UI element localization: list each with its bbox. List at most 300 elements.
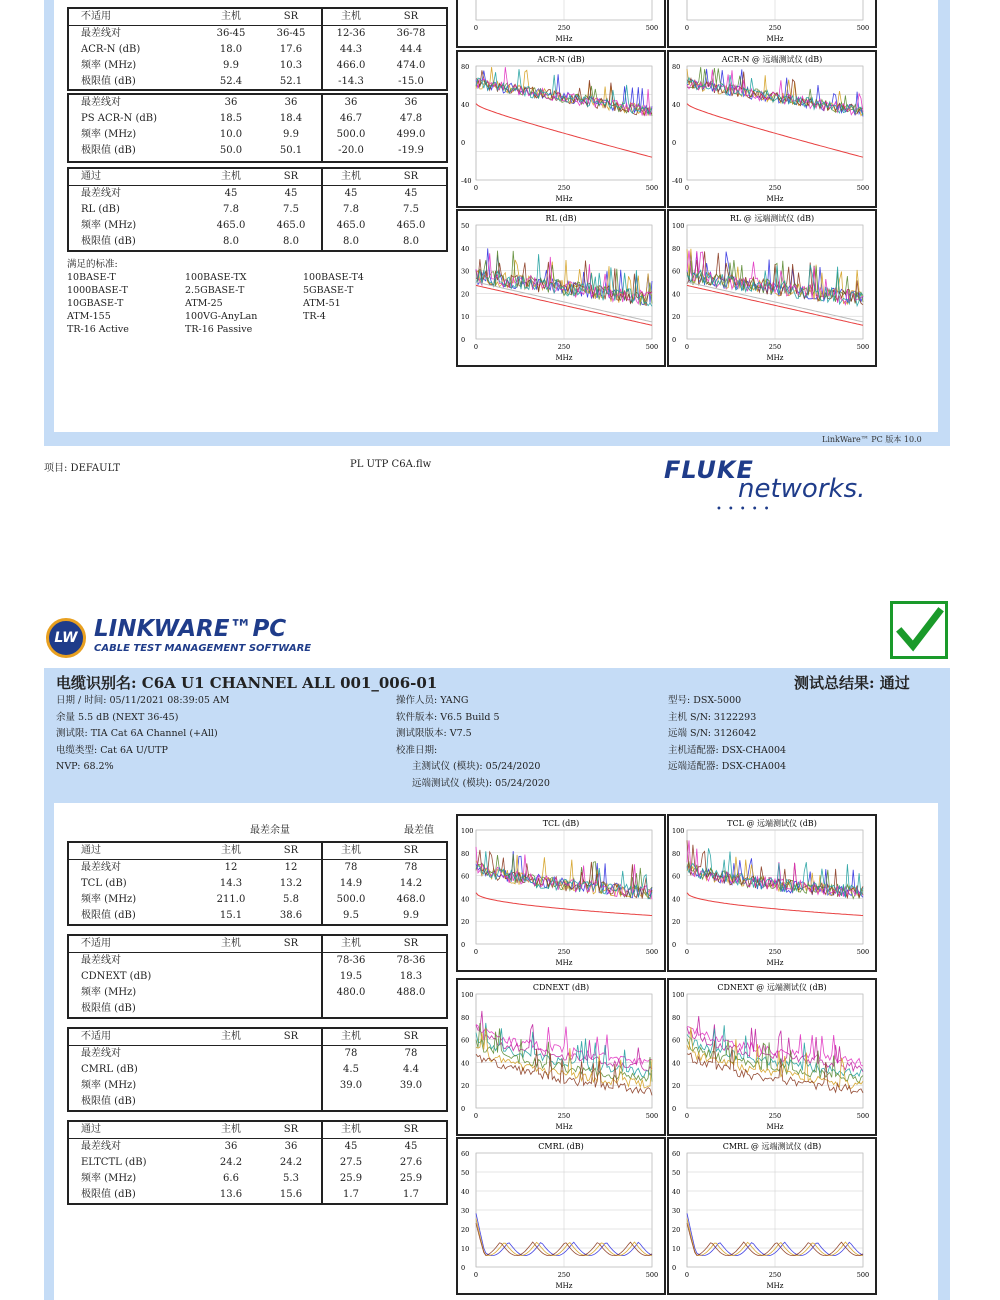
- y-tick-label: 100: [461, 827, 474, 835]
- y-tick-label: 20: [461, 1226, 470, 1234]
- x-tick-label: 500: [645, 1271, 659, 1279]
- chart-title: ACR-N @ 远端测试仪 (dB): [721, 55, 823, 64]
- chart-svg: [458, 211, 664, 365]
- y-tick-label: 60: [461, 1150, 470, 1158]
- row-label: 极限值 (dB): [81, 236, 136, 247]
- x-tick-label: 0: [684, 343, 690, 351]
- col-worst-margin: 最差余量: [250, 825, 290, 836]
- row-value: [261, 1078, 321, 1094]
- table-header-cell: SR: [283, 938, 299, 949]
- networks-wordmark: networks.: [738, 474, 866, 504]
- table-row: [69, 234, 446, 250]
- row-value: 18.4: [279, 113, 303, 124]
- row-value: 5.3: [283, 1173, 299, 1184]
- row-label: 极限值 (dB): [81, 1096, 136, 1107]
- table-row: [69, 95, 446, 111]
- row-value: 45: [344, 1141, 358, 1152]
- row-value: 6.6: [223, 1173, 239, 1184]
- info-line: 测试限: TIA Cat 6A Channel (+All): [56, 728, 218, 739]
- x-axis-label: MHz: [555, 959, 573, 967]
- row-value: 78-36: [336, 955, 366, 966]
- row-label: 最差线对: [81, 955, 121, 966]
- table-row: [69, 1155, 446, 1171]
- info-left: [56, 693, 230, 776]
- row-value: [261, 1094, 321, 1110]
- x-axis-label: MHz: [766, 195, 784, 203]
- standard-item: TR-4: [303, 311, 326, 322]
- row-label: 最差线对: [81, 28, 121, 39]
- row-label: 极限值 (dB): [81, 1189, 136, 1200]
- table-row: [69, 74, 446, 90]
- x-tick-label: 250: [768, 24, 782, 32]
- standard-item: 100BASE-T4: [303, 272, 364, 283]
- y-tick-label: 40: [672, 1059, 681, 1068]
- y-tick-label: 40: [461, 1059, 470, 1068]
- row-label: 最差线对: [81, 1048, 121, 1059]
- y-tick-label: 60: [672, 1150, 681, 1158]
- y-tick-label: 40: [672, 290, 681, 299]
- info-right: [668, 693, 786, 776]
- overall-result: 测试总结果: 通过: [794, 674, 910, 692]
- table-header: [69, 9, 446, 26]
- row-value: 1.7: [403, 1189, 419, 1200]
- row-value: 39.0: [399, 1080, 423, 1091]
- row-value: 36: [404, 97, 418, 108]
- table-row: [69, 892, 446, 908]
- chart-svg: [669, 211, 875, 365]
- standard-item: TR-16 Passive: [185, 324, 253, 335]
- y-tick-label: 20: [672, 1226, 681, 1234]
- row-value: 19.5: [339, 971, 363, 982]
- row-value: 8.0: [343, 236, 359, 247]
- table-header-cell: 主机: [341, 938, 361, 949]
- standard-item: ATM-155: [67, 311, 111, 322]
- row-value: 78: [344, 1048, 358, 1059]
- info-line: 型号: DSX-5000: [668, 695, 742, 706]
- x-axis-label: MHz: [555, 354, 573, 362]
- standard-item: 10GBASE-T: [67, 298, 124, 309]
- row-value: 474.0: [396, 60, 426, 71]
- measurement-chart: [667, 1137, 877, 1295]
- x-tick-label: 500: [645, 184, 659, 192]
- y-tick-label: 100: [672, 827, 685, 835]
- row-value: 7.8: [343, 204, 359, 215]
- row-label: 频率 (MHz): [81, 1080, 137, 1091]
- fluke-wordmark: FLUKE: [664, 456, 754, 484]
- row-value: 14.2: [399, 878, 423, 889]
- table-row: [69, 218, 446, 234]
- y-tick-label: 0: [461, 139, 466, 147]
- x-tick-label: 500: [856, 1271, 870, 1279]
- row-label: 最差线对: [81, 1141, 121, 1152]
- y-tick-label: 100: [672, 991, 685, 999]
- footer-file: PL UTP C6A.flw: [350, 459, 432, 470]
- table-header-cell: SR: [403, 1031, 419, 1042]
- table-header-cell: 主机: [221, 938, 241, 949]
- table-row: [69, 953, 446, 969]
- y-tick-label: 30: [461, 1207, 470, 1215]
- table-row: [69, 111, 446, 127]
- table-status: 通过: [81, 171, 101, 182]
- row-label: 极限值 (dB): [81, 145, 136, 156]
- x-tick-label: 250: [557, 343, 571, 351]
- table-header-cell: SR: [403, 11, 419, 22]
- y-tick-label: 60: [461, 872, 470, 881]
- result-table: [67, 934, 448, 1019]
- row-value: 4.4: [403, 1064, 419, 1075]
- x-tick-label: 250: [557, 948, 571, 956]
- y-tick-label: 40: [461, 244, 470, 253]
- info-line: 测试限版本: V7.5: [396, 728, 472, 739]
- table-header-cell: 主机: [341, 11, 361, 22]
- row-label: CDNEXT (dB): [81, 971, 152, 982]
- row-value: 17.6: [279, 44, 303, 55]
- y-tick-label: 20: [672, 1082, 681, 1091]
- row-value: 15.6: [279, 1189, 303, 1200]
- row-value: -20.0: [338, 145, 364, 156]
- y-tick-label: 60: [672, 872, 681, 881]
- row-value: 465.0: [276, 220, 306, 231]
- table-row: [69, 1139, 446, 1155]
- info-line: NVP: 68.2%: [56, 761, 114, 772]
- row-value: 13.6: [219, 1189, 243, 1200]
- linkware-title: LINKWARE™PC: [94, 616, 287, 642]
- table-divider: [321, 9, 323, 89]
- x-tick-label: 250: [768, 343, 782, 351]
- row-value: 78: [344, 862, 358, 873]
- measurement-chart: [667, 209, 877, 367]
- cable-id: 电缆识别名: C6A U1 CHANNEL ALL 001_006-01: [56, 674, 438, 692]
- measurement-chart: [667, 50, 877, 208]
- row-value: 47.8: [399, 113, 423, 124]
- x-axis-label: MHz: [555, 1123, 573, 1131]
- x-tick-label: 500: [856, 184, 870, 192]
- measurement-chart: [667, 978, 877, 1136]
- row-value: 466.0: [336, 60, 366, 71]
- standards-row: [67, 297, 447, 310]
- row-value: 39.0: [339, 1080, 363, 1091]
- y-tick-label: 0: [672, 336, 677, 344]
- table-row: [69, 1046, 446, 1062]
- table-header-cell: 主机: [341, 845, 361, 856]
- row-value: [381, 1094, 441, 1110]
- y-tick-label: 60: [672, 267, 681, 276]
- lw-badge-icon: LW: [46, 618, 86, 658]
- y-tick-label: 50: [461, 1169, 470, 1177]
- row-value: 1.7: [343, 1189, 359, 1200]
- row-value: 50.0: [219, 145, 243, 156]
- x-tick-label: 0: [473, 24, 479, 32]
- y-tick-label: 30: [461, 267, 470, 276]
- x-axis-label: MHz: [555, 1282, 573, 1290]
- table-header-cell: 主机: [221, 845, 241, 856]
- y-tick-label: 80: [672, 849, 681, 858]
- y-tick-label: 50: [461, 222, 470, 230]
- row-value: 10.3: [279, 60, 303, 71]
- table-header-cell: SR: [283, 1031, 299, 1042]
- y-tick-label: 0: [672, 139, 677, 147]
- chart-svg: [458, 816, 664, 970]
- y-tick-label: 40: [672, 1188, 681, 1196]
- info-line: 主机 S/N: 3122293: [668, 711, 757, 723]
- row-value: 36: [284, 97, 298, 108]
- table-header-cell: SR: [403, 938, 419, 949]
- row-value: 27.5: [339, 1157, 363, 1168]
- table-header: [69, 936, 446, 953]
- x-tick-label: 0: [473, 1271, 479, 1279]
- chart-title: TCL (dB): [542, 819, 580, 828]
- info-mid: [396, 693, 550, 792]
- y-tick-label: 0: [461, 1264, 466, 1272]
- chart-title: CMRL @ 远端测试仪 (dB): [722, 1142, 822, 1151]
- y-tick-label: 80: [672, 244, 681, 253]
- table-header-cell: SR: [403, 171, 419, 182]
- table-row: [69, 26, 446, 42]
- y-tick-label: 0: [461, 941, 466, 949]
- row-value: 36: [224, 97, 238, 108]
- measurement-chart: [456, 0, 666, 48]
- y-tick-label: 0: [461, 336, 466, 344]
- y-tick-label: 40: [461, 1188, 470, 1196]
- y-tick-label: -40: [461, 177, 472, 185]
- y-tick-label: 80: [672, 63, 681, 71]
- row-label: RL (dB): [81, 204, 120, 215]
- row-label: ELTCTL (dB): [81, 1157, 147, 1168]
- row-label: 频率 (MHz): [81, 1173, 137, 1184]
- info-line: 余量 5.5 dB (NEXT 36-45): [56, 711, 179, 723]
- standard-item: ATM-51: [303, 298, 341, 309]
- y-tick-label: 20: [461, 290, 470, 299]
- row-value: 52.4: [219, 76, 243, 87]
- result-table: [67, 1027, 448, 1112]
- table-header-cell: 主机: [221, 171, 241, 182]
- table-divider: [321, 936, 323, 1017]
- row-value: 25.9: [399, 1173, 423, 1184]
- standards-row: [67, 310, 447, 323]
- row-label: PS ACR-N (dB): [81, 113, 158, 124]
- table-row: [69, 127, 446, 143]
- y-tick-label: 0: [461, 1105, 466, 1113]
- x-tick-label: 0: [684, 184, 690, 192]
- result-table: [67, 841, 448, 926]
- y-tick-label: 0: [672, 941, 677, 949]
- table-row: [69, 1062, 446, 1078]
- standard-item: 10BASE-T: [67, 272, 116, 283]
- y-tick-label: 10: [672, 1245, 681, 1253]
- row-value: 45: [224, 188, 238, 199]
- y-tick-label: -40: [672, 177, 683, 185]
- x-axis-label: MHz: [766, 1123, 784, 1131]
- standard-item: 100BASE-TX: [185, 272, 247, 283]
- x-tick-label: 500: [856, 1112, 870, 1120]
- table-header-cell: SR: [403, 1124, 419, 1135]
- row-label: 极限值 (dB): [81, 910, 136, 921]
- x-tick-label: 0: [473, 343, 479, 351]
- table-divider: [321, 1029, 323, 1110]
- x-tick-label: 250: [768, 948, 782, 956]
- table-row: [69, 908, 446, 924]
- row-label: 频率 (MHz): [81, 894, 137, 905]
- measurement-chart: [667, 814, 877, 972]
- table-divider: [321, 843, 323, 924]
- row-value: [261, 985, 321, 1001]
- x-tick-label: 0: [473, 1112, 479, 1120]
- row-label: TCL (dB): [81, 878, 127, 889]
- row-value: 45: [404, 1141, 418, 1152]
- row-value: 8.0: [283, 236, 299, 247]
- row-value: 44.3: [339, 44, 363, 55]
- table-divider: [321, 1122, 323, 1203]
- x-tick-label: 500: [856, 24, 870, 32]
- row-value: 24.2: [219, 1157, 243, 1168]
- row-value: 10.0: [219, 129, 243, 140]
- row-value: 9.9: [283, 129, 299, 140]
- table-divider: [321, 169, 323, 250]
- info-line: 校准日期:: [396, 744, 438, 756]
- measurement-chart: [456, 1137, 666, 1295]
- measurement-chart: [456, 209, 666, 367]
- row-value: 8.0: [223, 236, 239, 247]
- table-row: [69, 42, 446, 58]
- row-value: [201, 1094, 261, 1110]
- chart-title: RL @ 远端测试仪 (dB): [729, 214, 815, 223]
- row-value: 36-45: [276, 28, 306, 39]
- x-axis-label: MHz: [766, 1282, 784, 1290]
- row-value: [201, 953, 261, 969]
- row-value: 45: [284, 188, 298, 199]
- row-label: CMRL (dB): [81, 1064, 138, 1075]
- chart-svg: [458, 980, 664, 1134]
- row-value: 52.1: [279, 76, 303, 87]
- chart-svg: [669, 52, 875, 206]
- info-line: 远端 S/N: 3126042: [668, 728, 757, 739]
- result-table: [67, 7, 448, 91]
- row-value: 36-45: [216, 28, 246, 39]
- standards-row: [67, 284, 447, 297]
- table-header-cell: 主机: [221, 1124, 241, 1135]
- standards-row: [67, 323, 447, 336]
- row-value: 480.0: [336, 987, 366, 998]
- y-tick-label: 80: [672, 1013, 681, 1022]
- x-tick-label: 250: [557, 184, 571, 192]
- y-tick-label: 60: [461, 1036, 470, 1045]
- chart-title: CDNEXT (dB): [532, 983, 590, 992]
- chart-svg: [669, 0, 875, 46]
- table-status: 不适用: [81, 1031, 111, 1042]
- info-line: 远端测试仪 (模块): 05/24/2020: [412, 777, 550, 789]
- y-tick-label: 80: [461, 1013, 470, 1022]
- x-tick-label: 250: [768, 1112, 782, 1120]
- table-header-cell: 主机: [341, 1031, 361, 1042]
- row-value: 7.5: [403, 204, 419, 215]
- standard-item: [303, 323, 421, 336]
- col-worst-value: 最差值: [404, 825, 434, 836]
- table-header-cell: 主机: [221, 11, 241, 22]
- row-value: 9.9: [223, 60, 239, 71]
- info-line: 操作人员: YANG: [396, 695, 469, 706]
- row-value: 18.5: [219, 113, 243, 124]
- info-line: 主测试仪 (模块): 05/24/2020: [412, 761, 541, 772]
- pass-check-icon: [890, 601, 948, 659]
- measurement-chart: [456, 814, 666, 972]
- row-value: 12-36: [336, 28, 366, 39]
- row-value: [261, 1046, 321, 1062]
- x-tick-label: 500: [856, 948, 870, 956]
- table-row: [69, 860, 446, 876]
- table-status: 通过: [81, 845, 101, 856]
- row-value: 12: [224, 862, 238, 873]
- y-tick-label: 40: [461, 101, 470, 109]
- y-tick-label: 20: [461, 1082, 470, 1091]
- row-value: 78: [404, 1048, 418, 1059]
- y-tick-label: 40: [672, 101, 681, 109]
- table-row: [69, 143, 446, 159]
- y-tick-label: 20: [461, 918, 470, 927]
- row-value: -14.3: [338, 76, 364, 87]
- y-tick-label: 40: [461, 895, 470, 904]
- standards-block: [67, 258, 447, 336]
- y-tick-label: 60: [672, 1036, 681, 1045]
- row-label: 最差线对: [81, 97, 121, 108]
- info-line: 主机适配器: DSX-CHA004: [668, 744, 787, 756]
- x-tick-label: 500: [645, 24, 659, 32]
- standards-row: [67, 271, 447, 284]
- x-tick-label: 250: [768, 1271, 782, 1279]
- row-value: 12: [284, 862, 298, 873]
- x-tick-label: 500: [645, 343, 659, 351]
- row-label: 最差线对: [81, 188, 121, 199]
- row-value: 24.2: [279, 1157, 303, 1168]
- info-line: 远端适配器: DSX-CHA004: [668, 761, 787, 772]
- row-value: [201, 1062, 261, 1078]
- table-header-cell: SR: [283, 845, 299, 856]
- table-row: [69, 58, 446, 74]
- table-header-cell: 主机: [341, 1124, 361, 1135]
- table-status: 通过: [81, 1124, 101, 1135]
- row-value: [201, 1001, 261, 1017]
- standard-item: 2.5GBASE-T: [185, 285, 245, 296]
- table-header: [69, 1122, 446, 1139]
- chart-title: TCL @ 远端测试仪 (dB): [727, 819, 817, 828]
- standard-item: 100VG-AnyLan: [185, 311, 258, 322]
- row-value: 488.0: [396, 987, 426, 998]
- row-value: 500.0: [336, 129, 366, 140]
- row-value: 38.6: [279, 910, 303, 921]
- row-value: 27.6: [399, 1157, 423, 1168]
- standard-item: 1000BASE-T: [67, 285, 128, 296]
- row-value: 465.0: [336, 220, 366, 231]
- result-table: [67, 1120, 448, 1205]
- info-line: 电缆类型: Cat 6A U/UTP: [56, 744, 168, 756]
- result-table: [67, 167, 448, 252]
- result-table: [67, 93, 448, 163]
- row-value: [261, 1062, 321, 1078]
- chart-svg: [669, 816, 875, 970]
- row-value: 8.0: [403, 236, 419, 247]
- row-value: 500.0: [336, 894, 366, 905]
- chart-svg: [458, 52, 664, 206]
- measurement-chart: [456, 50, 666, 208]
- y-tick-label: 0: [672, 1264, 677, 1272]
- table-header-cell: SR: [403, 845, 419, 856]
- table-header-cell: SR: [283, 11, 299, 22]
- row-value: [261, 969, 321, 985]
- x-tick-label: 500: [645, 1112, 659, 1120]
- row-label: 频率 (MHz): [81, 987, 137, 998]
- chart-svg: [669, 980, 875, 1134]
- row-value: 468.0: [396, 894, 426, 905]
- row-value: 25.9: [339, 1173, 363, 1184]
